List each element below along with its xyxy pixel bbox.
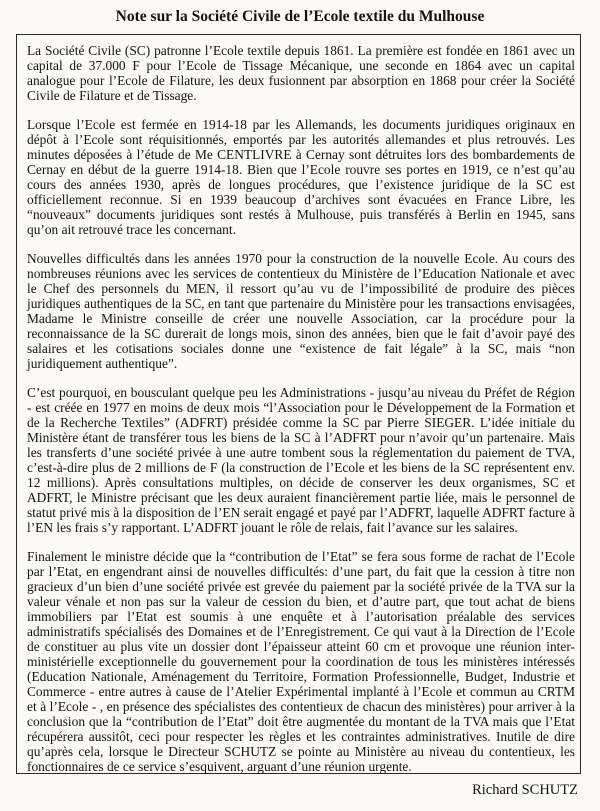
paragraph-5: Finalement le ministre décide que la “contribution de l’Etat” se fera sous forme de rachat de l’Ecole par l’Etat, en engendrant ainsi de nouvelles difficultés: d’une part, du fait que la cession à titre non gracieux d’un bien d’une société privée est grevée du paiement par la société privée de la TVA sur la valeur vénale et non pas sur la valeur de cession du bien, et d’autre part, que tout achat de biens immobiliers par l’Etat est soumis à une enquête et à l’autorisation préalable des services administratifs spécialisés des Domaines et de l’Enregistrement. Ce qui vaut à la Direction de l’Ecole de constituer au plus vite un dossier dont l’épaisseur atteint 60 cm et provoque une réunion inter-ministérielle exceptionnelle du gouvernement pour la coordination de tous les ministères intéressés (Education Nationale, Aménagement du Territoire, Formation Professionnelle, Budget, Industrie et Commerce - entre autres à cause de l’Atelier Expérimental implanté à l’Ecole et commun au CRTM et à l’Ecole - , en présence des spécialistes des contentieux de chacun des ministères) pour arriver à la conclusion que la “contribution de l’Etat” doit être augmentée du montant de la TVA mais que l’Etat récupérera aussitôt, ceci pour respecter les règles et les contraintes administratives. Inutile de dire qu’après cela, lorsque le Directeur SCHUTZ se pointe au Ministère au niveau du contentieux, les fonctionnaires de ce service s’esquivent, arguant d’une réunion urgente.	[27, 549, 575, 774]
paragraph-3: Nouvelles difficultés dans les années 1970 pour la construction de la nouvelle Ecole. Au cours des nombreuses réunions avec les services de contentieux du Ministère de l’Education Nationale et avec le Chef des personnels du MEN, il ressort qu’au vu de l’impossibilité de produire des pièces juridiques authentiques de la SC, en tant que partenaire du Ministère pour les transactions envisagées, Madame le Ministre conseille de créer une nouvelle Association, car la procédure pour la reconnaissance de la SC durerait de longs mois, sinon des années, bien que le fait d’avoir payé des salaires et les cotisations sociales donne une “existence de fait légale” à la SC, mais “non juridiquement authentique”.	[27, 251, 575, 371]
author-signature: Richard SCHUTZ	[472, 782, 578, 798]
document-title: Note sur la Société Civile de l’Ecole textile du Mulhouse	[115, 8, 485, 25]
paragraph-1: La Société Civile (SC) patronne l’Ecole textile depuis 1861. La première est fondée en 1861 avec un capital de 37.000 F pour l’Ecole de Tissage Mécanique, une seconde en 1864 avec un capital analogue pour l’Ecole de Filature, les deux fusionnent par absorption en 1868 pour créer la Société Civile de Filature et de Tissage.	[27, 43, 575, 103]
paragraph-4: C’est pourquoi, en bousculant quelque peu les Administrations - jusqu’au niveau du Préfet de Région - est créée en 1977 en moins de deux mois “l’Association pour le Développement de la Formation et de la Recherche Textiles” (ADFRT) présidée comme la SC par Pierre SIEGER. L’idée initiale du Ministère étant de transférer tous les biens de la SC à l’ADFRT pour n’avoir qu’un partenaire. Mais les transferts d’une société privée à une autre tombent sous la réglementation du paiement de TVA, c’est-à-dire plus de 2 millions de F (la construction de l’Ecole et les biens de la SC représentent env. 12 millions). Après consultations multiples, on décide de conserver les deux organismes, SC et ADFRT, le Ministre précisant que les deux auraient financièrement partie liée, mais le personnel de statut privé mis à la disposition de l’EN serait engagé et payé par l’ADFRT, laquelle ADFRT facture à l’EN les frais s’y rapportant. L’ADFRT jouant le rôle de relais, fait l’avance sur les salaires.	[27, 385, 575, 535]
document-body	[27, 43, 575, 788]
paragraph-2: Lorsque l’Ecole est fermée en 1914-18 par les Allemands, les documents juridiques originaux en dépôt à l’Ecole sont réquisitionnés, emportés par les autorités allemandes et plus retrouvés. Les minutes déposées à l’étude de Me CENTLIVRE à Cernay sont détruites lors des bombardements de Cernay en début de la guerre 1914-18. Bien que l’Ecole rouvre ses portes en 1919, ce n’est qu’au cours des années 1930, après de longues procédures, que l’existence juridique de la SC est officiellement reconnue. Si en 1939 beaucoup d’archives sont évacuées en France Libre, les “nouveaux” documents juridiques sont restés à Mulhouse, puis transférés à Berlin en 1945, sans qu’on ait retrouvé trace les concernant.	[27, 117, 575, 237]
